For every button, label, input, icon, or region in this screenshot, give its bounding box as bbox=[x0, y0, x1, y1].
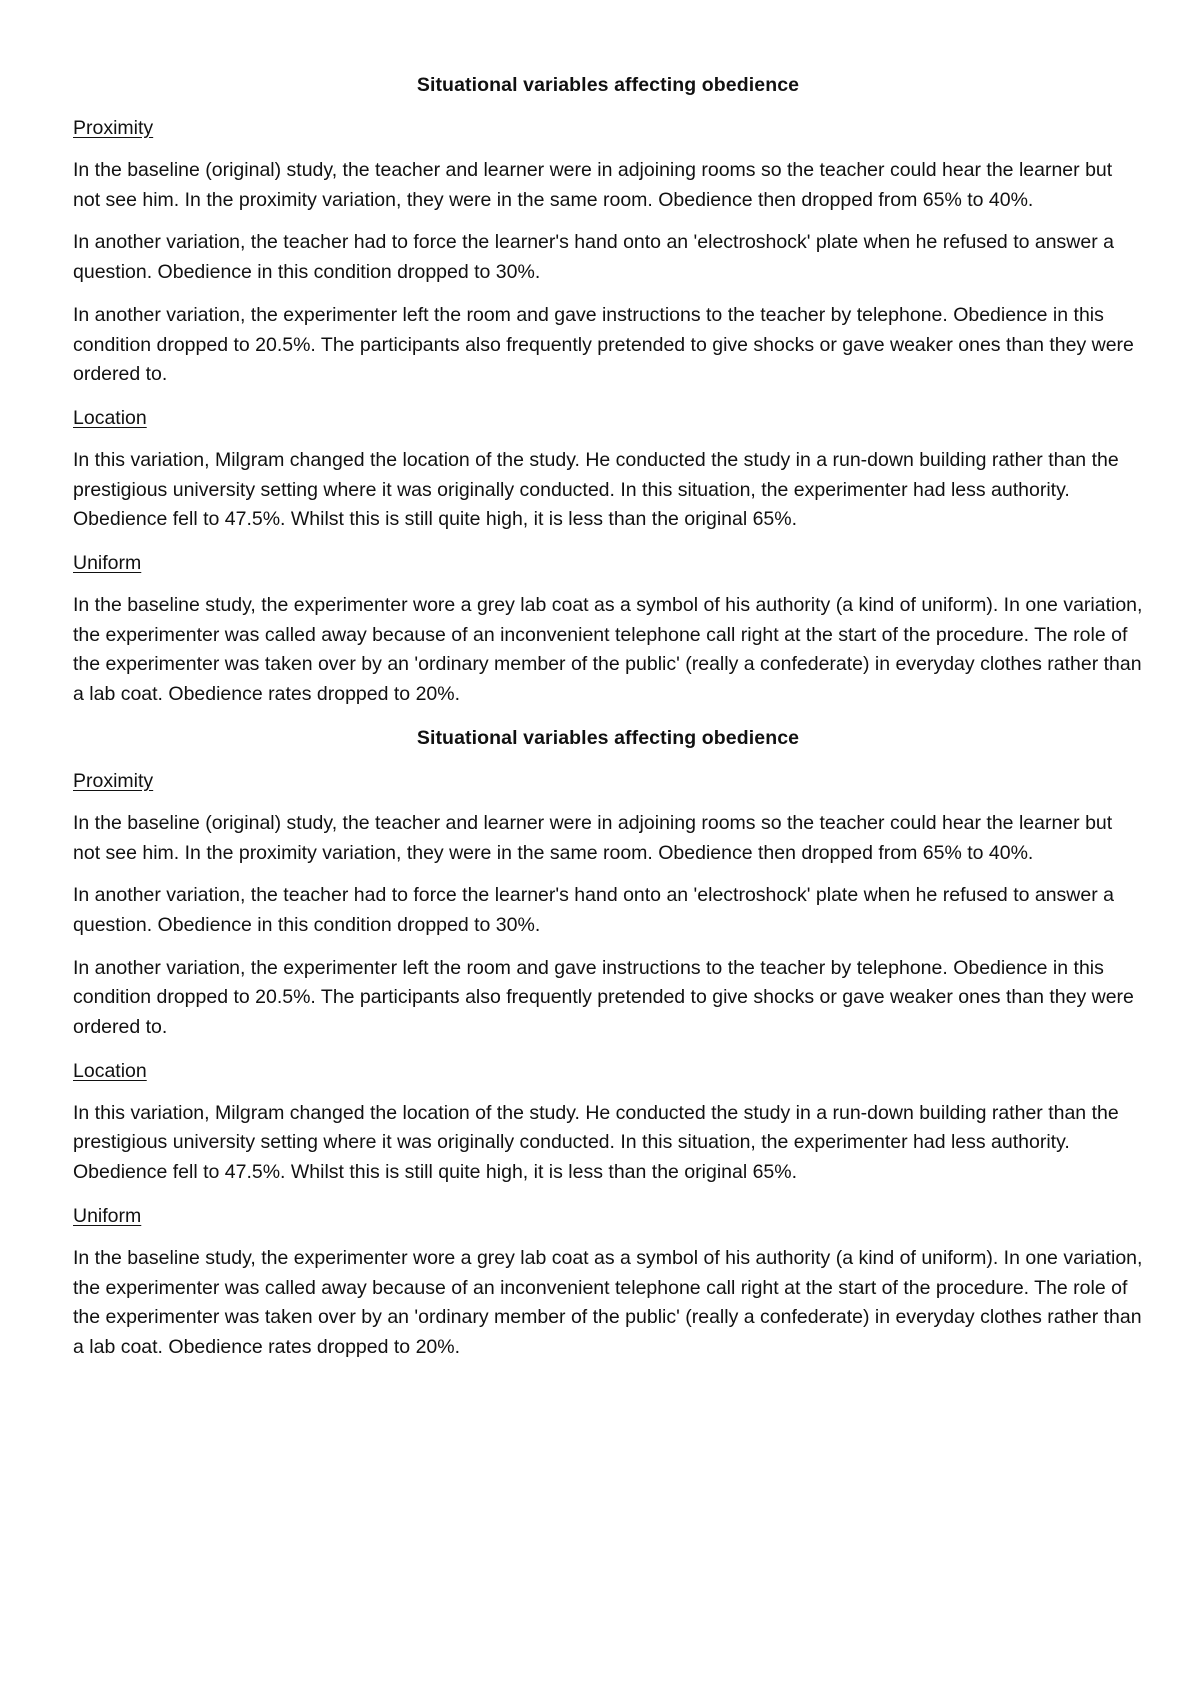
paragraph: In another variation, the teacher had to force the learner's hand onto an 'electroshock' plate when he refused to answer a question. Obedience in this condition dropped to 30%. bbox=[73, 884, 1114, 936]
paragraph: In this variation, Milgram changed the location of the study. He conducted the study in a run-down building rather than the prestigious university setting where it was originally conducted. In this situation, the experimenter had less authority. Obedience fell to 47.5%. Whilst this is still quite high, it is less than the original 65%. bbox=[73, 1101, 1119, 1184]
document-page bbox=[73, 70, 1143, 1363]
heading-location: Location bbox=[73, 1059, 147, 1082]
paragraph: In another variation, the experimenter left the room and gave instructions to the teacher by telephone. Obedience in this condition dropped to 20.5%. The participants also frequently pretended to give shocks or gave weaker ones than they were ordered to. bbox=[73, 303, 1134, 386]
section-title: Situational variables affecting obedience bbox=[416, 726, 800, 749]
heading-proximity: Proximity bbox=[73, 117, 154, 139]
paragraph: In the baseline study, the experimenter wore a grey lab coat as a symbol of his authority (a kind of uniform). In one variation, the experimenter was called away because of an inconvenient telephone call right at the start of the procedure. The role of the experimenter was taken over by an 'ordinary member of the public' (really a confederate) in everyday clothes rather than a lab coat. Obedience rates dropped to 20%. bbox=[73, 594, 1143, 706]
document-section bbox=[73, 723, 1143, 1363]
heading-location: Location bbox=[73, 406, 147, 429]
paragraph: In the baseline study, the experimenter wore a grey lab coat as a symbol of his authority (a kind of uniform). In one variation, the experimenter was called away because of an inconvenient telephone call right at the start of the procedure. The role of the experimenter was taken over by an 'ordinary member of the public' (really a confederate) in everyday clothes rather than a lab coat. Obedience rates dropped to 20%. bbox=[73, 1246, 1143, 1358]
paragraph: In the baseline (original) study, the teacher and learner were in adjoining rooms so the teacher could hear the learner but not see him. In the proximity variation, they were in the same room. Obedience then dropped from 65% to 40%. bbox=[73, 159, 1113, 211]
paragraph: In another variation, the experimenter left the room and gave instructions to the teacher by telephone. Obedience in this condition dropped to 20.5%. The participants also frequently pretended to give shocks or gave weaker ones than they were ordered to. bbox=[73, 956, 1134, 1039]
heading-proximity: Proximity bbox=[73, 769, 154, 792]
section-title: Situational variables affecting obedience bbox=[416, 74, 800, 96]
document-section bbox=[73, 70, 1143, 710]
heading-uniform: Uniform bbox=[73, 1204, 142, 1227]
heading-uniform: Uniform bbox=[73, 552, 142, 575]
paragraph: In another variation, the teacher had to force the learner's hand onto an 'electroshock' plate when he refused to answer a question. Obedience in this condition dropped to 30%. bbox=[73, 231, 1114, 284]
paragraph: In the baseline (original) study, the teacher and learner were in adjoining rooms so the teacher could hear the learner but not see him. In the proximity variation, they were in the same room. Obedience then dropped from 65% to 40%. bbox=[73, 811, 1113, 864]
paragraph: In this variation, Milgram changed the location of the study. He conducted the study in a run-down building rather than the prestigious university setting where it was originally conducted. In this situation, the experimenter had less authority. Obedience fell to 47.5%. Whilst this is still quite high, it is less than the original 65%. bbox=[73, 448, 1119, 531]
